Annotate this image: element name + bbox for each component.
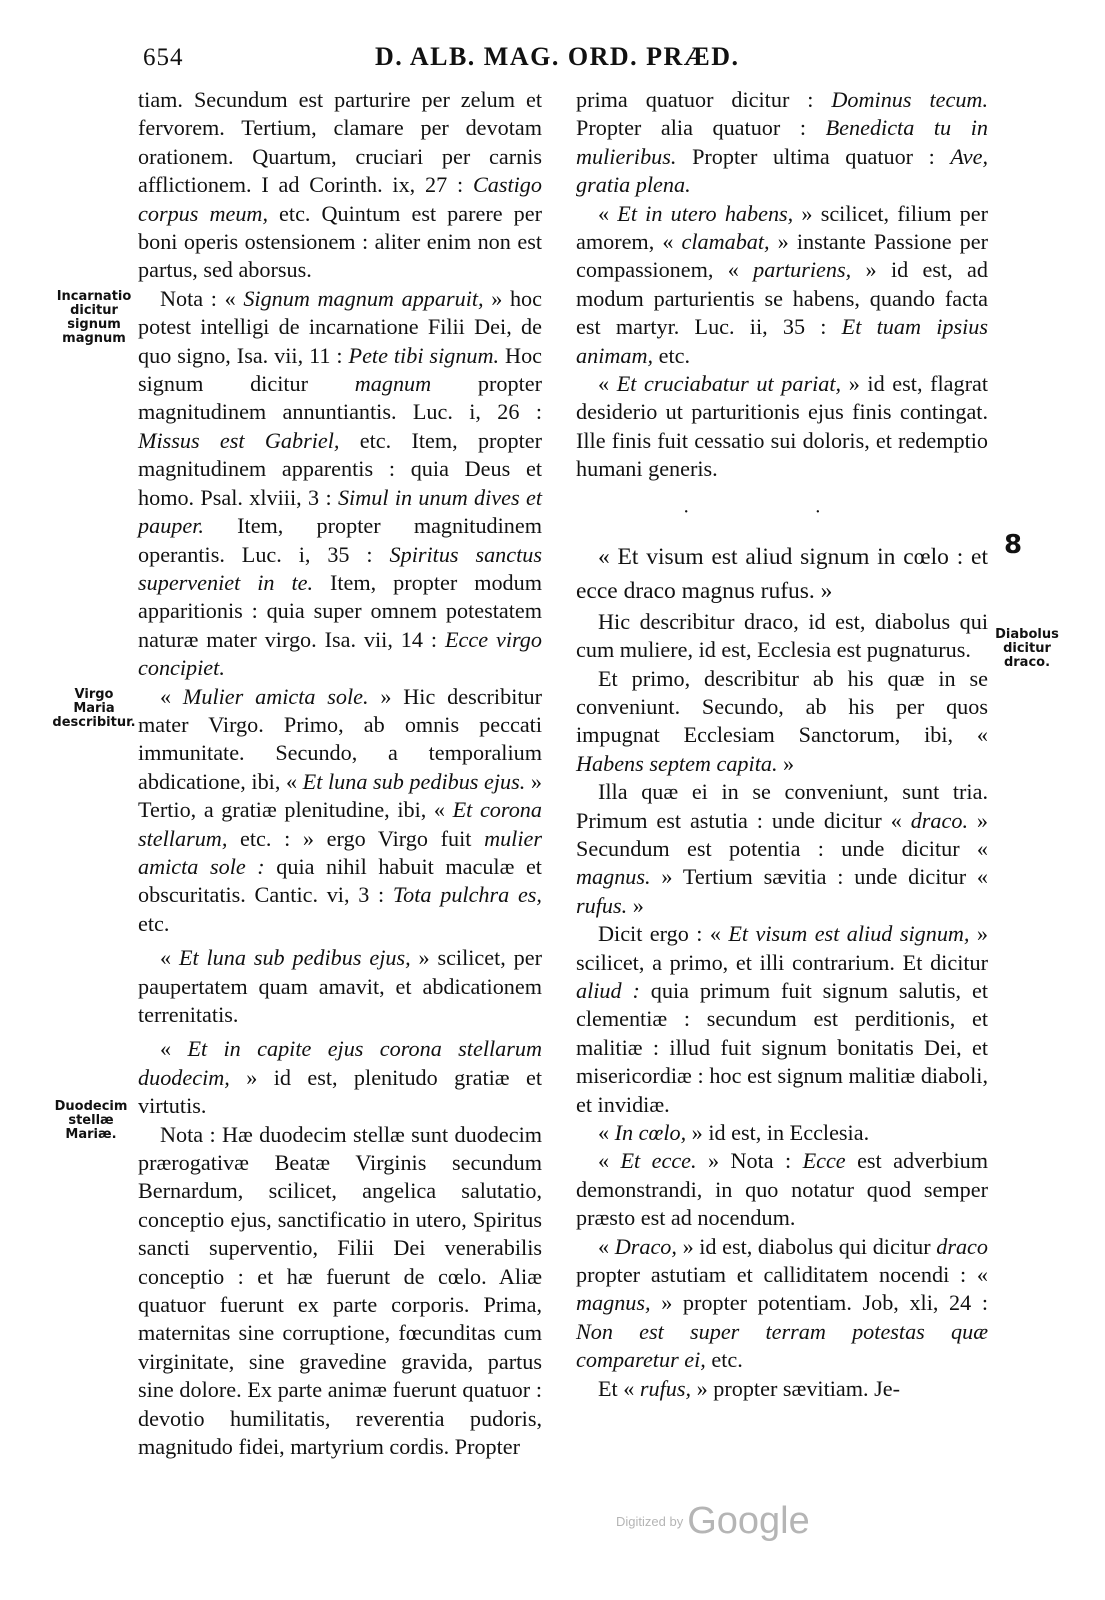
paragraph: Dicit ergo : « Et visum est aliud signum, » scilicet, a primo, et illi contrarium. Et dicitur aliud : quia primum fuit signum salutis, et clementiæ : secundum est perditionis, et malitiæ : illud fuit signum bonitatis Dei, et misericordiæ : hoc est signum malitiæ diaboli, et invidiæ. bbox=[576, 921, 989, 1117]
paragraph: prima quatuor dicitur : Dominus tecum. Propter alia quatuor : Benedicta tu in mulieribus. Propter ultima quatuor : Ave, gratia plena. bbox=[576, 87, 988, 198]
left-column bbox=[138, 86, 542, 1462]
paragraph: « Et ecce. » Nota : Ecce est adverbium demonstrandi, in quo notatur quod semper præsto est ad nocendum. bbox=[576, 1148, 989, 1231]
margin-note-diabolus: Diabolus dicitur draco. bbox=[995, 627, 1059, 670]
paragraph: « Et in capite ejus corona stellarum duodecim, » id est, plenitudo gratiæ et virtutis. bbox=[138, 1036, 542, 1119]
digitized-watermark bbox=[616, 1500, 810, 1543]
running-head: D. ALB. MAG. ORD. PRÆD. bbox=[375, 42, 740, 71]
paragraph: « Mulier amicta sole. » Hic describitur mater Virgo. Primo, ab omnis peccati immunitate. Secundo, a temporalium abdicatione, ibi, « Et luna sub pedibus ejus. » Tertio, a gratiæ plenitudine, ibi, « Et corona stellarum, etc. : » ergo Virgo fuit mulier amicta sole : quia nihil habuit maculæ et obscuritatis. Cantic. vi, 3 : Tota pulchra es, etc. bbox=[138, 683, 543, 936]
paragraph: Hic describitur draco, id est, diabolus qui cum muliere, id est, Ecclesia est pugnaturus. bbox=[576, 608, 988, 663]
margin-note-duodecim: Duodecim stellæ Mariæ. bbox=[54, 1099, 128, 1142]
right-column bbox=[576, 86, 988, 1403]
google-logo: Google bbox=[687, 1500, 810, 1542]
page-number: 654 bbox=[143, 44, 184, 71]
margin-note-incarnatio: Incarnatio dicitur signum magnum bbox=[56, 289, 132, 346]
scripture-verse: « Et visum est aliud signum in cœlo : et ecce draco magnus rufus. » bbox=[576, 543, 988, 604]
paragraph: « Et cruciabatur ut pariat, » id est, flagrat desiderio ut parturitionis ejus finis contingat. Ille finis fuit cessatio sui doloris, et redemptio humani generis. bbox=[576, 371, 988, 482]
paragraph: Nota : Hæ duodecim stellæ sunt duodecim prærogativæ Beatæ Virginis secundum Bernardum, scilicet, angelica salutatio, conceptio ejus, sanctificatio in utero, Spiritus sancti superventio, Filii Dei venerabilis conceptio : et hæ fuerunt de cœlo. Aliæ quatuor fuerunt ex parte corporis. Prima, maternitas sine corruptione, fœcunditas cum virginitate, sine gravedine gravida, partus sine dolore. Ex parte animæ fuerunt quatuor : devotio humilitatis, reverentia pudoris, magnitudo fidei, martyrium cordis. Propter bbox=[138, 1121, 542, 1460]
paragraph: Nota : « Signum magnum apparuit, » hoc potest intelligi de incarnatione Filii Dei, de quo signo, Isa. vii, 11 : Pete tibi signum. Hoc signum dicitur magnum propter magnitudinem annuntiantis. Luc. i, 26 : Missus est Gabriel, etc. Item, propter magnitudinem apparentis : quia Deus et homo. Psal. xlviii, 3 : Simul in unum dives et pauper. Item, propter magnitudinem operantis. Luc. i, 35 : Spiritus sanctus superveniet in te. Item, propter modum apparitionis : quia super omnem potestatem naturæ mater virgo. Isa. vii, 14 : Ecce virgo concipiet. bbox=[138, 285, 543, 681]
section-number: 8 bbox=[1004, 530, 1023, 560]
section-divider-dots: · · bbox=[682, 500, 882, 523]
margin-note-virgo: Virgo Maria describitur. bbox=[52, 687, 136, 730]
paragraph: « Draco, » id est, diabolus qui dicitur draco propter astutiam et calliditatem nocendi : « magnus, » propter potentiam. Job, xli, 24 : Non est super terram potestas quæ comparetur ei, etc. bbox=[576, 1233, 988, 1373]
paragraph: Illa quæ ei in se conveniunt, sunt tria. Primum est astutia : unde dicitur « draco. » Secundum est potentia : unde dicitur « magnus. » Tertium sævitia : unde dicitur « rufus. » bbox=[576, 779, 988, 918]
paragraph: « Et in utero habens, » scilicet, filium per amorem, « clamabat, » instante Passione per compassionem, « parturiens, » id est, ad modum parturientis se habens, quando facta est martyr. Luc. ii, 35 : Et tuam ipsius animam, etc. bbox=[576, 200, 989, 368]
paragraph: tiam. Secundum est parturire per zelum et fervorem. Tertium, clamare per devotam orationem. Quartum, cruciari per carnis afflictionem. I ad Corinth. ix, 27 : Castigo corpus meum, etc. Quintum est parere per boni operis ostensionem : aliter enim non est partus, sed aborsus. bbox=[138, 87, 542, 283]
watermark-prefix: Digitized by bbox=[616, 1514, 684, 1529]
paragraph: « In cœlo, » id est, in Ecclesia. bbox=[598, 1120, 870, 1145]
paragraph: « Et luna sub pedibus ejus, » scilicet, per paupertatem quam amavit, et abdicationem terrenitatis. bbox=[138, 945, 543, 1027]
paragraph: Et primo, describitur ab his quæ in se conveniunt. Secundo, ab his per quos impugnat Ecclesiam Sanctorum, ibi, « Habens septem capita. » bbox=[576, 665, 988, 776]
paragraph: Et « rufus, » propter sævitiam. Je- bbox=[598, 1375, 900, 1401]
